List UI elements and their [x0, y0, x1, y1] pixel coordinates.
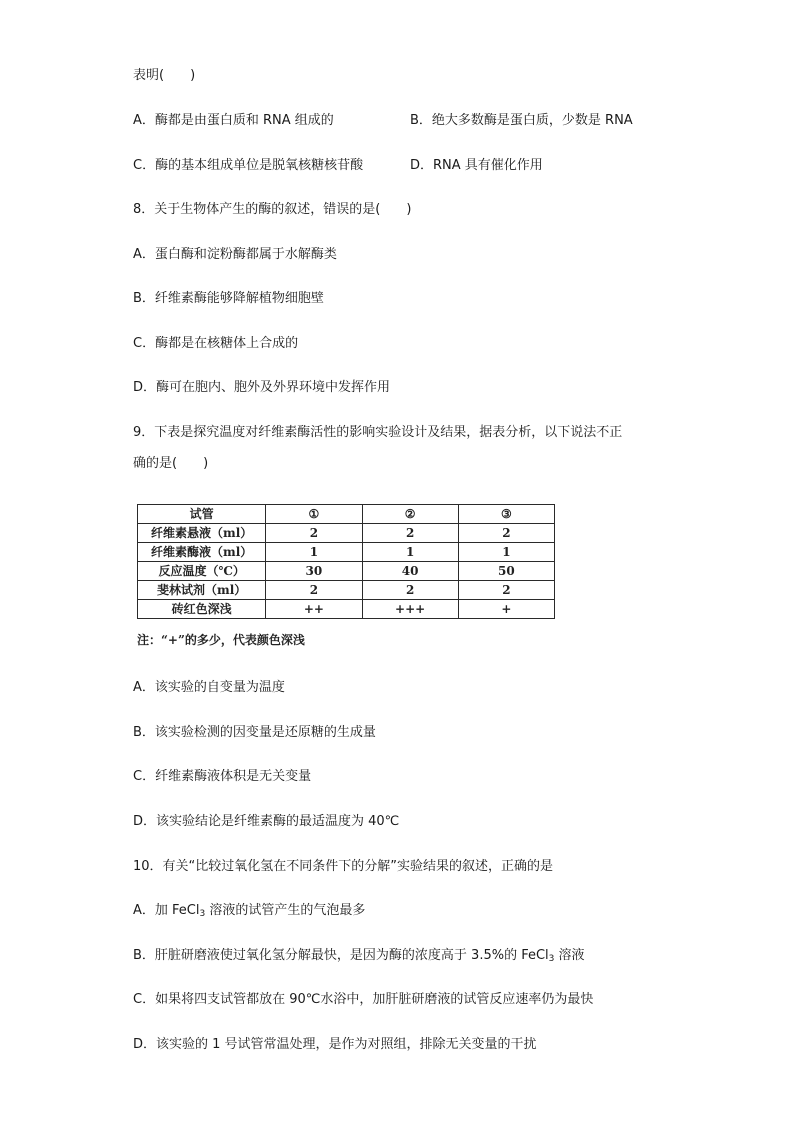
subscript: 3 — [199, 909, 206, 919]
q8-stem: 8．关于生物体产生的酶的叙述，错误的是( ) — [133, 202, 412, 217]
table-cell: + — [458, 600, 554, 619]
table-cell: 30 — [266, 562, 362, 581]
table-cell: 2 — [362, 581, 458, 600]
table-cell: 2 — [458, 581, 554, 600]
table-cell: 1 — [458, 543, 554, 562]
table-cell: 2 — [458, 524, 554, 543]
q9-option-b: B．该实验检测的因变量是还原糖的生成量 — [133, 725, 376, 740]
table-row — [138, 543, 555, 562]
q8-option-b: B．纤维素酶能够降解植物细胞壁 — [133, 291, 324, 306]
table-row — [138, 524, 555, 543]
q8-option-c: C．酶都是在核糖体上合成的 — [133, 336, 299, 351]
experiment-table — [137, 504, 555, 619]
table-cell: 纤维素酶液（ml） — [138, 543, 266, 562]
q10-option-b-text: B．肝脏研磨液使过氧化氢分解最快，是因为酶的浓度高于 3.5%的 FeCl — [133, 948, 549, 963]
table-cell: 砖红色深浅 — [138, 600, 266, 619]
q10-option-a-text: 溶液的试管产生的气泡最多 — [205, 903, 366, 918]
table-row — [138, 562, 555, 581]
q7-stem-tail: 表明( ) — [133, 68, 196, 83]
table-cell: 50 — [458, 562, 554, 581]
q10-option-c: C．如果将四支试管都放在 90℃水浴中，加肝脏研磨液的试管反应速率仍为最快 — [133, 992, 594, 1007]
q10-option-d: D．该实验的 1 号试管常温处理，是作为对照组，排除无关变量的干扰 — [133, 1037, 537, 1052]
table-header-cell: ② — [362, 505, 458, 524]
subscript: 3 — [548, 954, 555, 964]
table-cell: 反应温度（℃） — [138, 562, 266, 581]
q9-option-a: A．该实验的自变量为温度 — [133, 680, 285, 695]
table-row — [138, 600, 555, 619]
q10-stem: 10．有关“比较过氧化氢在不同条件下的分解”实验结果的叙述，正确的是 — [133, 859, 554, 874]
table-row — [138, 581, 555, 600]
q9-stem-line1: 9．下表是探究温度对纤维素酶活性的影响实验设计及结果，据表分析，以下说法不正 — [133, 425, 623, 440]
q8-option-d: D．酶可在胞内、胞外及外界环境中发挥作用 — [133, 380, 391, 395]
q7-option-d: D．RNA 具有催化作用 — [410, 158, 543, 173]
q8-option-a: A．蛋白酶和淀粉酶都属于水解酶类 — [133, 247, 337, 262]
table-cell: 斐林试剂（ml） — [138, 581, 266, 600]
q7-option-b: B．绝大多数酶是蛋白质，少数是 RNA — [410, 113, 633, 128]
q7-option-c: C．酶的基本组成单位是脱氧核糖核苷酸 — [133, 158, 364, 173]
q9-option-d: D．该实验结论是纤维素酶的最适温度为 40℃ — [133, 814, 400, 829]
table-header-cell: 试管 — [138, 505, 266, 524]
table-cell: 2 — [266, 581, 362, 600]
q9-stem-line2: 确的是( ) — [133, 456, 209, 471]
q10-option-a — [133, 902, 365, 920]
table-header-row — [138, 505, 555, 524]
table-cell: 40 — [362, 562, 458, 581]
table-cell: ++ — [266, 600, 362, 619]
table-cell: 1 — [362, 543, 458, 562]
table-cell: 纤维素悬液（ml） — [138, 524, 266, 543]
table-cell: +++ — [362, 600, 458, 619]
q10-option-b — [133, 947, 585, 965]
q10-option-a-text: A．加 FeCl — [133, 903, 200, 918]
table-cell: 2 — [362, 524, 458, 543]
q7-option-a: A．酶都是由蛋白质和 RNA 组成的 — [133, 113, 334, 128]
table-header-cell: ③ — [458, 505, 554, 524]
table-header-cell: ① — [266, 505, 362, 524]
table-cell: 2 — [266, 524, 362, 543]
q9-option-c: C．纤维素酶液体积是无关变量 — [133, 769, 312, 784]
table-cell: 1 — [266, 543, 362, 562]
table-note: 注：“+”的多少，代表颜色深浅 — [137, 633, 305, 647]
q10-option-b-text: 溶液 — [554, 948, 585, 963]
